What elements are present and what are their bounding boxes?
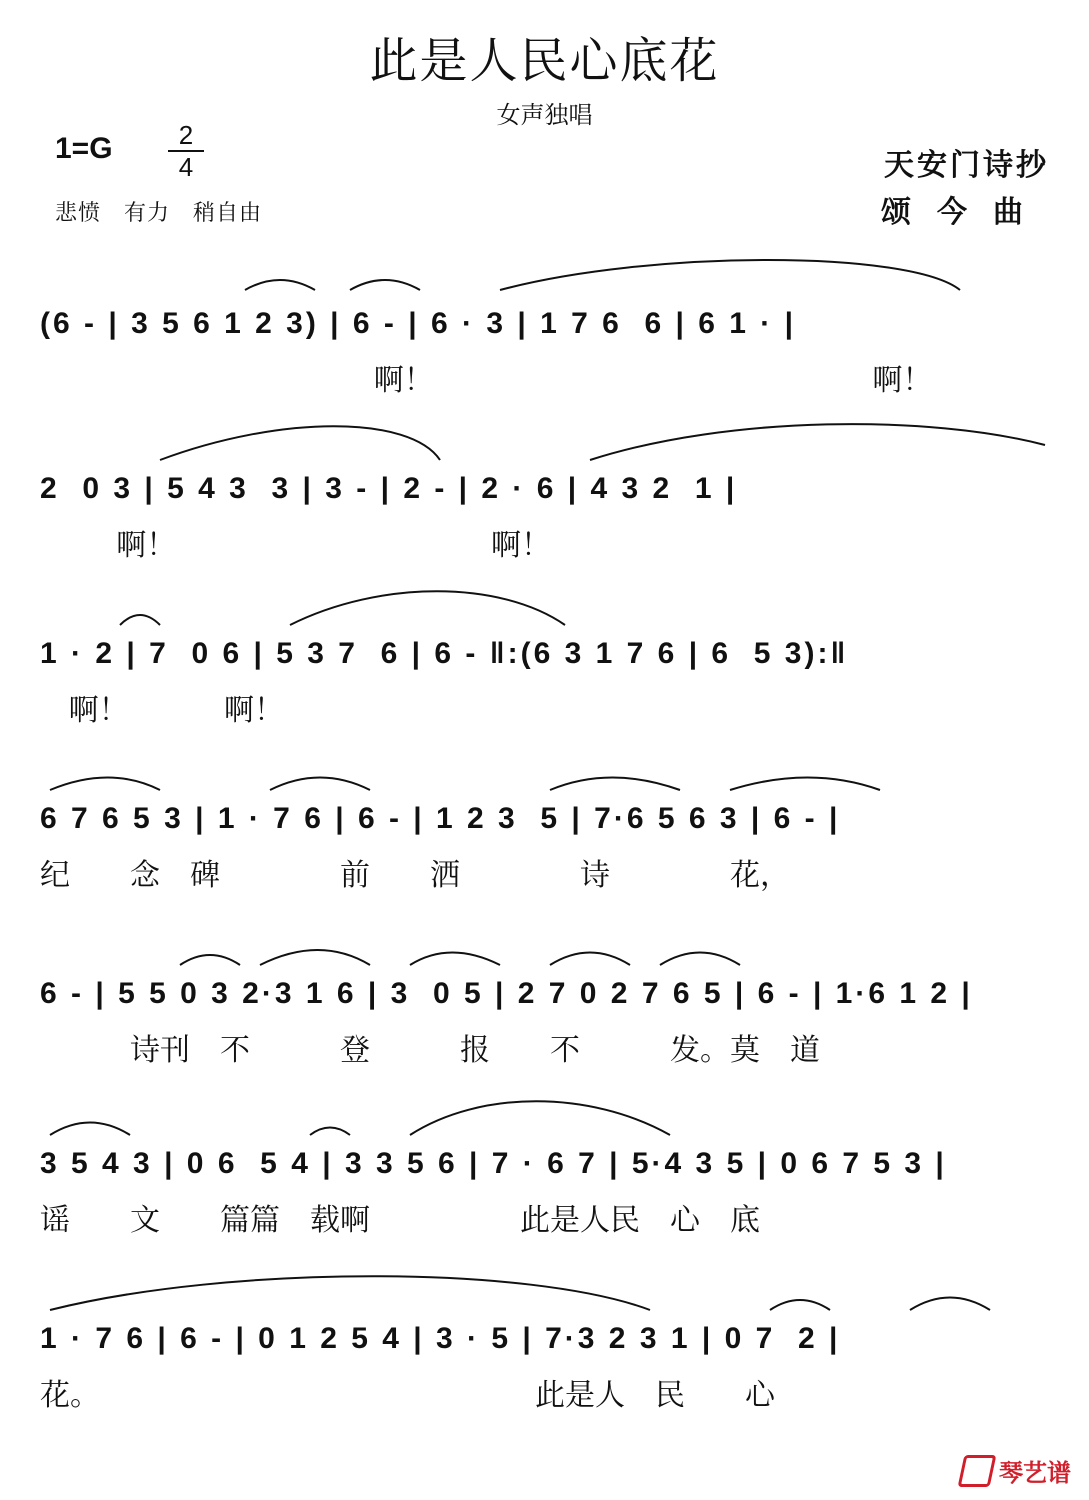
notes-line: [30, 420, 1060, 505]
music-system-5: [30, 925, 1060, 1095]
music-system-1: [30, 255, 1060, 425]
slur-marks: [30, 255, 1060, 315]
lyrics-line: 纪 念 碑 前 洒 诗 花，: [40, 858, 790, 893]
slur-marks: [30, 585, 1060, 645]
music-system-4: [30, 750, 1060, 920]
jianpu-notes: 1 · 2 | 7 0 6 | 5 3 7 6 | 6 - ‖:(6 3 1 7 6 | 6 5 3):‖: [40, 637, 849, 670]
subtitle: 女声独唱: [496, 102, 593, 129]
notes-line: [30, 255, 1060, 340]
jianpu-notes: 1 · 7 6 | 6 - | 0 1 2 5 4 | 3 · 5 | 7·3 2 3 1 | 0 7 2 |: [40, 1322, 841, 1355]
brand-icon: [958, 1455, 997, 1487]
tempo-marking: 悲愤 有力 稍自由: [55, 200, 263, 225]
jianpu-notes: 6 - | 5 5 0 3 2·3 1 6 | 3 0 5 | 2 7 0 2 7 6 5 | 6 - | 1·6 1 2 |: [40, 977, 973, 1010]
page-title: 此是人民心底花: [369, 35, 720, 88]
music-system-3: [30, 585, 1060, 755]
slur-marks: [30, 925, 1060, 985]
time-signature: [168, 120, 204, 182]
time-denominator: 4: [168, 150, 204, 182]
slur-marks: [30, 1095, 1060, 1155]
notes-line: [30, 1270, 1060, 1355]
jianpu-notes: (6 - | 3 5 6 1 2 3) | 6 - | 6 · 3 | 1 7 6 6 | 6 1 · |: [40, 307, 796, 340]
jianpu-notes: 6 7 6 5 3 | 1 · 7 6 | 6 - | 1 2 3 5 | 7·6 5 6 3 | 6 - |: [40, 802, 841, 835]
lyrics-line: 啊！ 啊！: [40, 363, 933, 398]
lyrics-line: 诗刊 不 登 报 不 发。莫 道: [40, 1033, 820, 1068]
brand-name: 琴艺谱: [999, 1460, 1071, 1487]
time-numerator: 2: [178, 120, 194, 150]
lyrics-line: 谣 文 篇篇 载啊 此是人民 心 底: [40, 1203, 760, 1238]
jianpu-notes: 2 0 3 | 5 4 3 3 | 3 - | 2 - | 2 · 6 | 4 3 2 1 |: [40, 472, 738, 505]
music-system-2: [30, 420, 1060, 590]
lyrics-line: 花。 此是人 民 心: [40, 1378, 775, 1413]
slur-marks: [30, 1270, 1060, 1330]
jianpu-notes: 3 5 4 3 | 0 6 5 4 | 3 3 5 6 | 7 · 6 7 | 5·4 3 5 | 0 6 7 5 3 |: [40, 1147, 947, 1180]
watermark-logo: [961, 1453, 1071, 1488]
composer: 颂今曲: [881, 195, 1049, 230]
notes-line: [30, 750, 1060, 835]
lyrics-line: 啊！ 啊！: [40, 528, 551, 563]
key-signature: 1=G: [55, 132, 113, 165]
slur-marks: [30, 420, 1060, 480]
notes-line: [30, 1095, 1060, 1180]
notes-line: [30, 585, 1060, 670]
slur-marks: [30, 750, 1060, 810]
lyrics-line: 啊！ 啊！: [40, 693, 284, 728]
music-system-7: [30, 1270, 1060, 1440]
music-system-6: [30, 1095, 1060, 1265]
notes-line: [30, 925, 1060, 1010]
lyricist: 天安门诗抄: [884, 148, 1049, 183]
